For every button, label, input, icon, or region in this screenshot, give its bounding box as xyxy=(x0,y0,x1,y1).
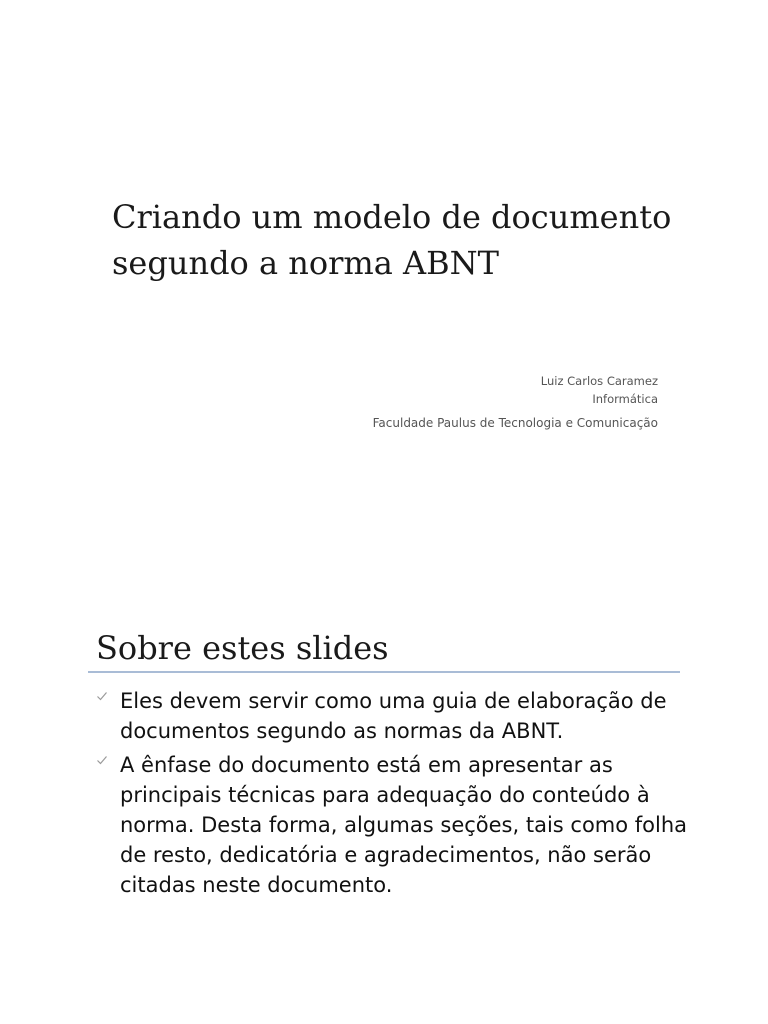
heading-underline xyxy=(88,671,680,673)
document-title xyxy=(112,194,712,286)
title-line-2: segundo a norma ABNT xyxy=(112,244,499,282)
department: Informática xyxy=(592,392,658,406)
bullet-item xyxy=(96,686,696,746)
bullet-text: Eles devem servir como uma guia de elaboração de documentos segundo as normas da ABNT. xyxy=(120,689,667,743)
faculty-name: Faculdade Paulus de Tecnologia e Comunicação xyxy=(372,416,658,430)
author-block xyxy=(373,372,658,432)
bullet-item xyxy=(96,750,696,900)
about-slide xyxy=(0,590,768,1024)
checkmark-icon xyxy=(96,690,108,702)
author-name: Luiz Carlos Caramez xyxy=(540,374,658,388)
checkmark-icon xyxy=(96,754,108,766)
section-heading: Sobre estes slides xyxy=(96,629,389,667)
bullet-list xyxy=(96,686,696,904)
bullet-text: A ênfase do documento está em apresentar as principais técnicas para adequação do conteúdo à norma. Desta forma, algumas seções, tais como folha de resto, dedicatória e agradecimentos, não serão citadas neste documento. xyxy=(120,753,688,897)
title-line-1: Criando um modelo de documento xyxy=(112,198,672,236)
